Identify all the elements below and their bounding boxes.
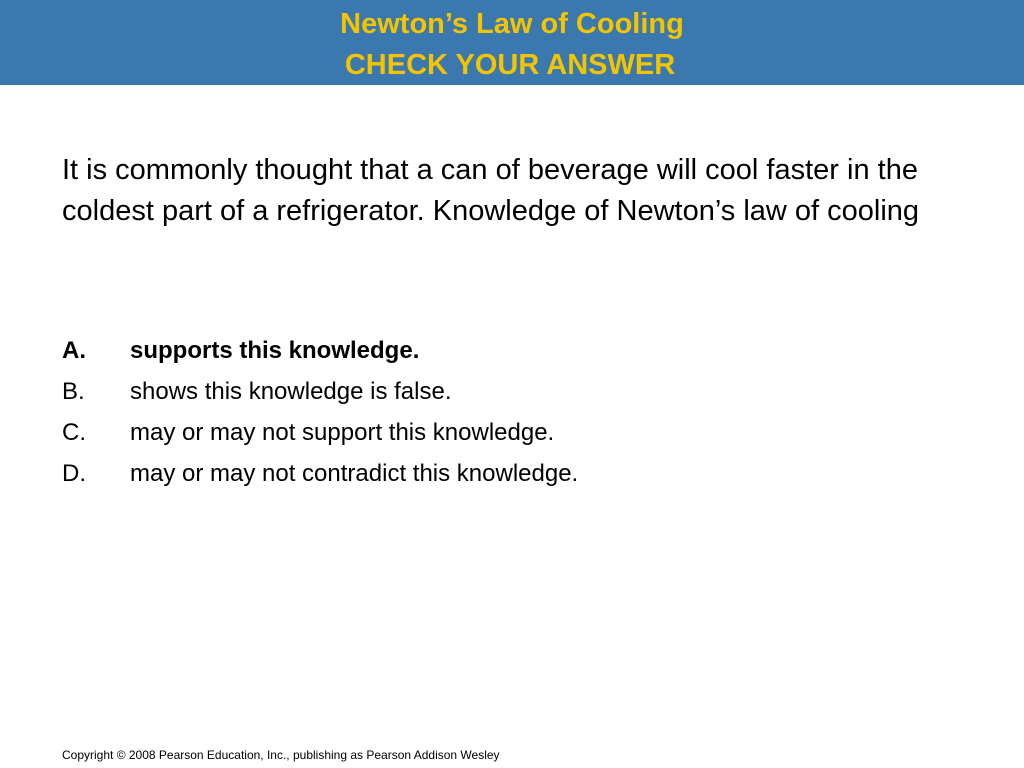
choice-letter: B. [62, 378, 85, 405]
choice-d [62, 453, 962, 494]
question-text: It is commonly thought that a can of beverage will cool faster in the coldest part of a refrigerator. Knowledge of Newton’s law of cooling [62, 154, 920, 227]
choice-text: may or may not support this knowledge. [130, 419, 555, 446]
choice-letter: C. [62, 419, 86, 446]
answer-choices [62, 330, 962, 494]
choice-c [62, 412, 962, 453]
choice-letter: D. [62, 460, 86, 487]
choice-text: supports this knowledge. [130, 337, 420, 364]
choice-a [62, 330, 962, 371]
header-band [0, 0, 1024, 85]
choice-text: may or may not contradict this knowledge. [130, 460, 579, 487]
slide-subtitle: CHECK YOUR ANSWER [344, 49, 676, 81]
choice-text: shows this knowledge is false. [130, 378, 452, 405]
choice-b [62, 371, 962, 412]
copyright-footer: Copyright © 2008 Pearson Education, Inc., publishing as Pearson Addison Wesley [62, 748, 500, 762]
slide-title: Newton’s Law of Cooling [340, 8, 684, 40]
choice-letter: A. [62, 337, 86, 364]
